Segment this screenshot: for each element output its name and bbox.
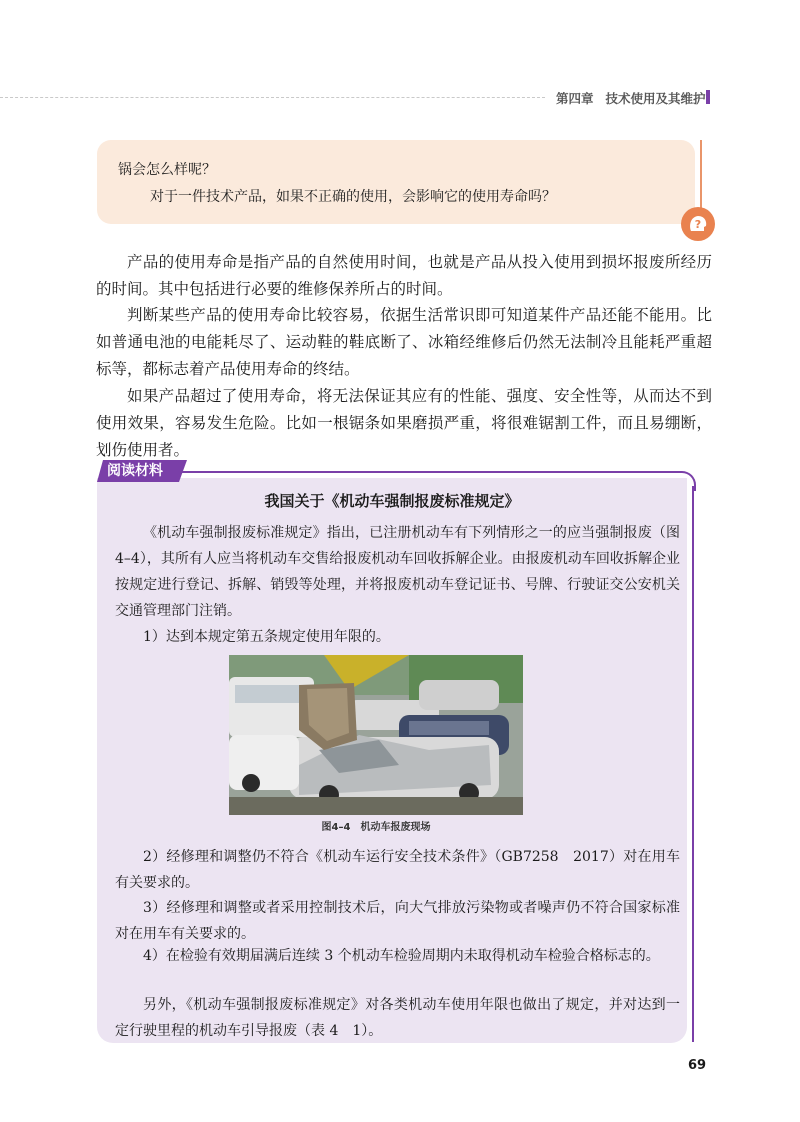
chapter-label: 第四章 — [556, 91, 594, 106]
reading-title: 我国关于《机动车强制报废标准规定》 — [264, 492, 520, 510]
question-head-icon — [680, 206, 716, 242]
running-header — [556, 89, 706, 107]
body-paragraph-3: 如果产品超过了使用寿命，将无法保证其应有的性能、强度、安全性等，从而达不到使用效果，容易发生危险。比如一根锯条如果磨损严重，将很难锯割工件，而且易绷断，划伤使用者。 — [96, 387, 712, 459]
reading-top-border — [170, 471, 680, 473]
think-question-2: 对于一件技术产品，如果不正确的使用，会影响它的使用寿命吗？ — [150, 189, 556, 205]
chapter-title: 技术使用及其维护 — [605, 91, 706, 106]
reading-item-2: 2）经修理和调整仍不符合《机动车运行安全技术条件》（GB7258 2017）对在用车有关要求的。 — [115, 849, 680, 891]
reading-item-3: 3）经修理和调整或者采用控制技术后，向大气排放污染物或者噪声仍不符合国家标准对在用车有关要求的。 — [115, 900, 680, 942]
scrapyard-photo — [229, 655, 523, 815]
think-question-1: 锅会怎么样呢？ — [118, 162, 216, 178]
header-accent-bar — [706, 90, 710, 104]
figure-caption: 图4–4 机动车报废现场 — [321, 822, 431, 833]
reading-right-border — [692, 486, 694, 1042]
reading-closing: 另外，《机动车强制报废标准规定》对各类机动车使用年限也做出了规定，并对达到一定行驶里程的机动车引导报废（表 4 1）。 — [115, 997, 680, 1039]
body-paragraph-1: 产品的使用寿命是指产品的自然使用时间，也就是产品从投入使用到损坏报废所经历的时间。其中包括进行必要的维修保养所占的时间。 — [96, 253, 712, 298]
header-divider — [0, 97, 545, 98]
think-box-accent-line — [700, 140, 702, 208]
reading-intro: 《机动车强制报废标准规定》指出，已注册机动车有下列情形之一的应当强制报废（图 4–4），其所有人应当将机动车交售给报废机动车回收拆解企业。由报废机动车回收拆解企业按规定进行登记、拆解、销毁等处理，并将报废机动车登记证书、号牌、行驶证交公安机关交通管理部门注销。 — [115, 525, 680, 619]
reading-item-1: 1）达到本规定第五条规定使用年限的。 — [143, 629, 390, 645]
page-number: 69 — [688, 1058, 707, 1073]
think-box — [97, 140, 695, 224]
reading-tab-label: 阅读材料 — [107, 463, 163, 479]
svg-text:?: ? — [694, 218, 702, 231]
body-paragraph-2: 判断某些产品的使用寿命比较容易，依据生活常识即可知道某件产品还能不能用。比如普通电池的电能耗尽了、运动鞋的鞋底断了、冰箱经维修后仍然无法制冷且能耗严重超标等，都标志着产品使用寿命的终结。 — [96, 306, 712, 378]
reading-item-4: 4）在检验有效期届满后连续 3 个机动车检验周期内未取得机动车检验合格标志的。 — [143, 948, 660, 964]
